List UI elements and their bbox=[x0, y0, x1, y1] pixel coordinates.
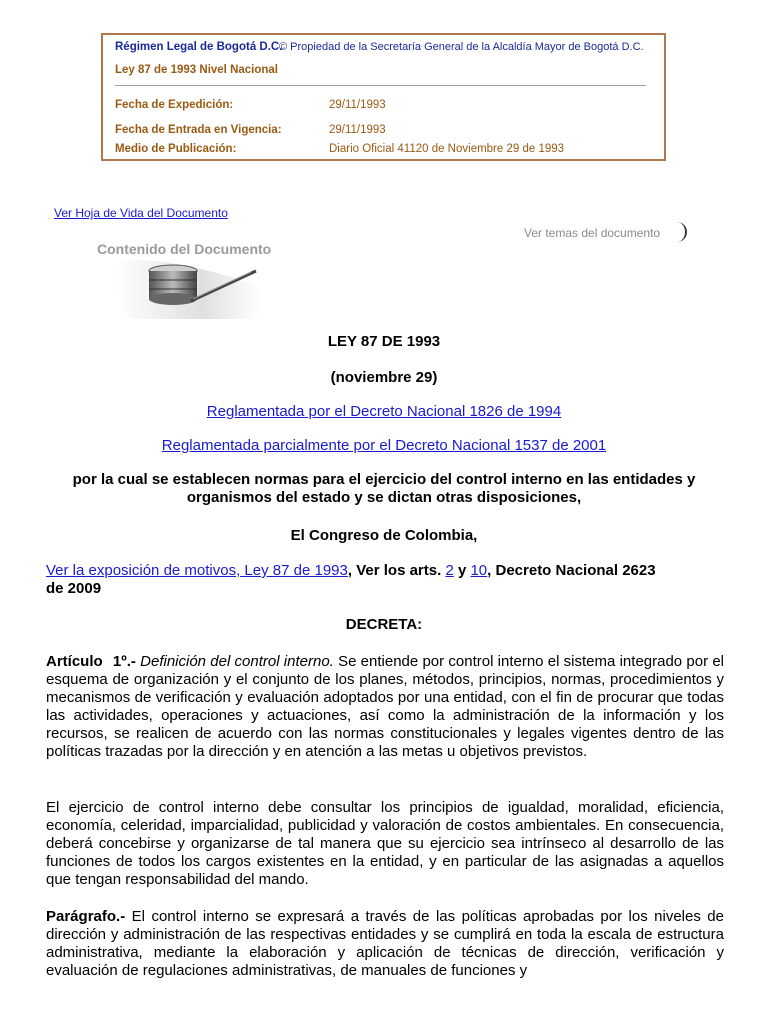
articulo-1-label: Artículo 1º.- bbox=[46, 653, 136, 670]
paragrafo-label: Parágrafo.- bbox=[46, 908, 126, 925]
database-pen-icon bbox=[111, 257, 261, 319]
document-header-box bbox=[101, 33, 666, 161]
decreta-heading: DECRETA: bbox=[345, 616, 423, 633]
header-divider bbox=[115, 85, 646, 86]
articulo-1-body: Se entiende por control interno el sistema integrado por el esquema de organización y el conjunto de los planes, métodos, principios, normas, procedimientos y mecanismos de verificación y evaluación adoptados por una entidad, con el fin de procurar que todas las actividades, operaciones y actuaciones, así como la administración de la información y los recursos, se realicen de acuerdo con las normas constitucionales y legales vigentes dentro de las políticas trazadas por la dirección y en atención a las metas u objetivos previstos. bbox=[46, 653, 724, 760]
law-title: LEY 87 DE 1993 bbox=[327, 333, 441, 350]
ver-temas-link[interactable]: Ver temas del documento bbox=[524, 226, 661, 240]
fecha-expedicion-value: 29/11/1993 bbox=[329, 99, 386, 111]
paragrafo-body: El control interno se expresará a través de las políticas aprobadas por los niveles de dirección y administración de las respectivas entidades y se cumplirá en toda la escala de estructura administrativa, mediante la elaboración y aplicación de técnicas de dirección, verificación y evaluación de regulaciones administrativas, de manuales de funciones y bbox=[46, 908, 724, 979]
fecha-vigencia-value: 29/11/1993 bbox=[329, 124, 386, 136]
references-line bbox=[46, 562, 724, 598]
propiedad-notice: © Propiedad de la Secretaría General de la Alcaldía Mayor de Bogotá D.C. bbox=[279, 41, 644, 53]
fecha-expedicion-label: Fecha de Expedición: bbox=[115, 99, 234, 111]
reglamentada-decreto-1826-link[interactable]: Reglamentada por el Decreto Nacional 1826 de 1994 bbox=[206, 403, 562, 420]
medio-publicacion-label: Medio de Publicación: bbox=[115, 143, 237, 155]
y-text: y bbox=[453, 562, 471, 579]
law-subtitle bbox=[30, 471, 738, 507]
law-subtitle-line2: organismos del estado y se dictan otras disposiciones, bbox=[186, 489, 582, 506]
ver-arts-text: Ver los arts. bbox=[352, 562, 446, 579]
fecha-vigencia-label: Fecha de Entrada en Vigencia: bbox=[115, 124, 282, 136]
decreto-2623-text: , Decreto Nacional 2623 bbox=[487, 562, 656, 579]
reglamentada-decreto-1537-link[interactable]: Reglamentada parcialmente por el Decreto Nacional 1537 de 2001 bbox=[161, 437, 607, 454]
exposicion-motivos-link[interactable]: Ver la exposición de motivos, Ley 87 de 1993 bbox=[46, 562, 348, 579]
contenido-documento-heading: Contenido del Documento bbox=[97, 241, 272, 257]
regimen-legal-label: Régimen Legal de Bogotá D.C. bbox=[115, 41, 283, 53]
articulo-1 bbox=[46, 653, 724, 761]
ver-hoja-vida-link[interactable]: Ver Hoja de Vida del Documento bbox=[54, 206, 228, 220]
art-2-link[interactable]: 2 bbox=[445, 562, 454, 579]
references-comma: , bbox=[347, 562, 353, 579]
law-subtitle-line1: por la cual se establecen normas para el ejercicio del control interno en las entidades y bbox=[72, 471, 696, 488]
art-10-link[interactable]: 10 bbox=[470, 562, 488, 579]
decreto-2623-year: de 2009 bbox=[46, 580, 102, 597]
temas-bracket-icon bbox=[677, 222, 687, 242]
ley-nivel-title: Ley 87 de 1993 Nivel Nacional bbox=[115, 64, 279, 76]
paragrafo bbox=[46, 908, 724, 980]
articulo-1-heading: Definición del control interno. bbox=[140, 653, 334, 670]
medio-publicacion-value: Diario Oficial 41120 de Noviembre 29 de 1993 bbox=[329, 143, 565, 155]
congreso-heading: El Congreso de Colombia, bbox=[290, 527, 478, 544]
law-date: (noviembre 29) bbox=[330, 369, 438, 386]
articulo-1-paragraph-2: El ejercicio de control interno debe consultar los principios de igualdad, moralidad, eficiencia, economía, celeridad, imparcialidad, publicidad y valoración de costos ambientales. En consecuencia, deberá concebirse y organizarse de tal manera que su ejercicio sea intrínseco al desarrollo de las funciones de todos los cargos existentes en la entidad, y en particular de las asignadas a aquellos que tengan responsabilidad del mando. bbox=[46, 799, 724, 888]
